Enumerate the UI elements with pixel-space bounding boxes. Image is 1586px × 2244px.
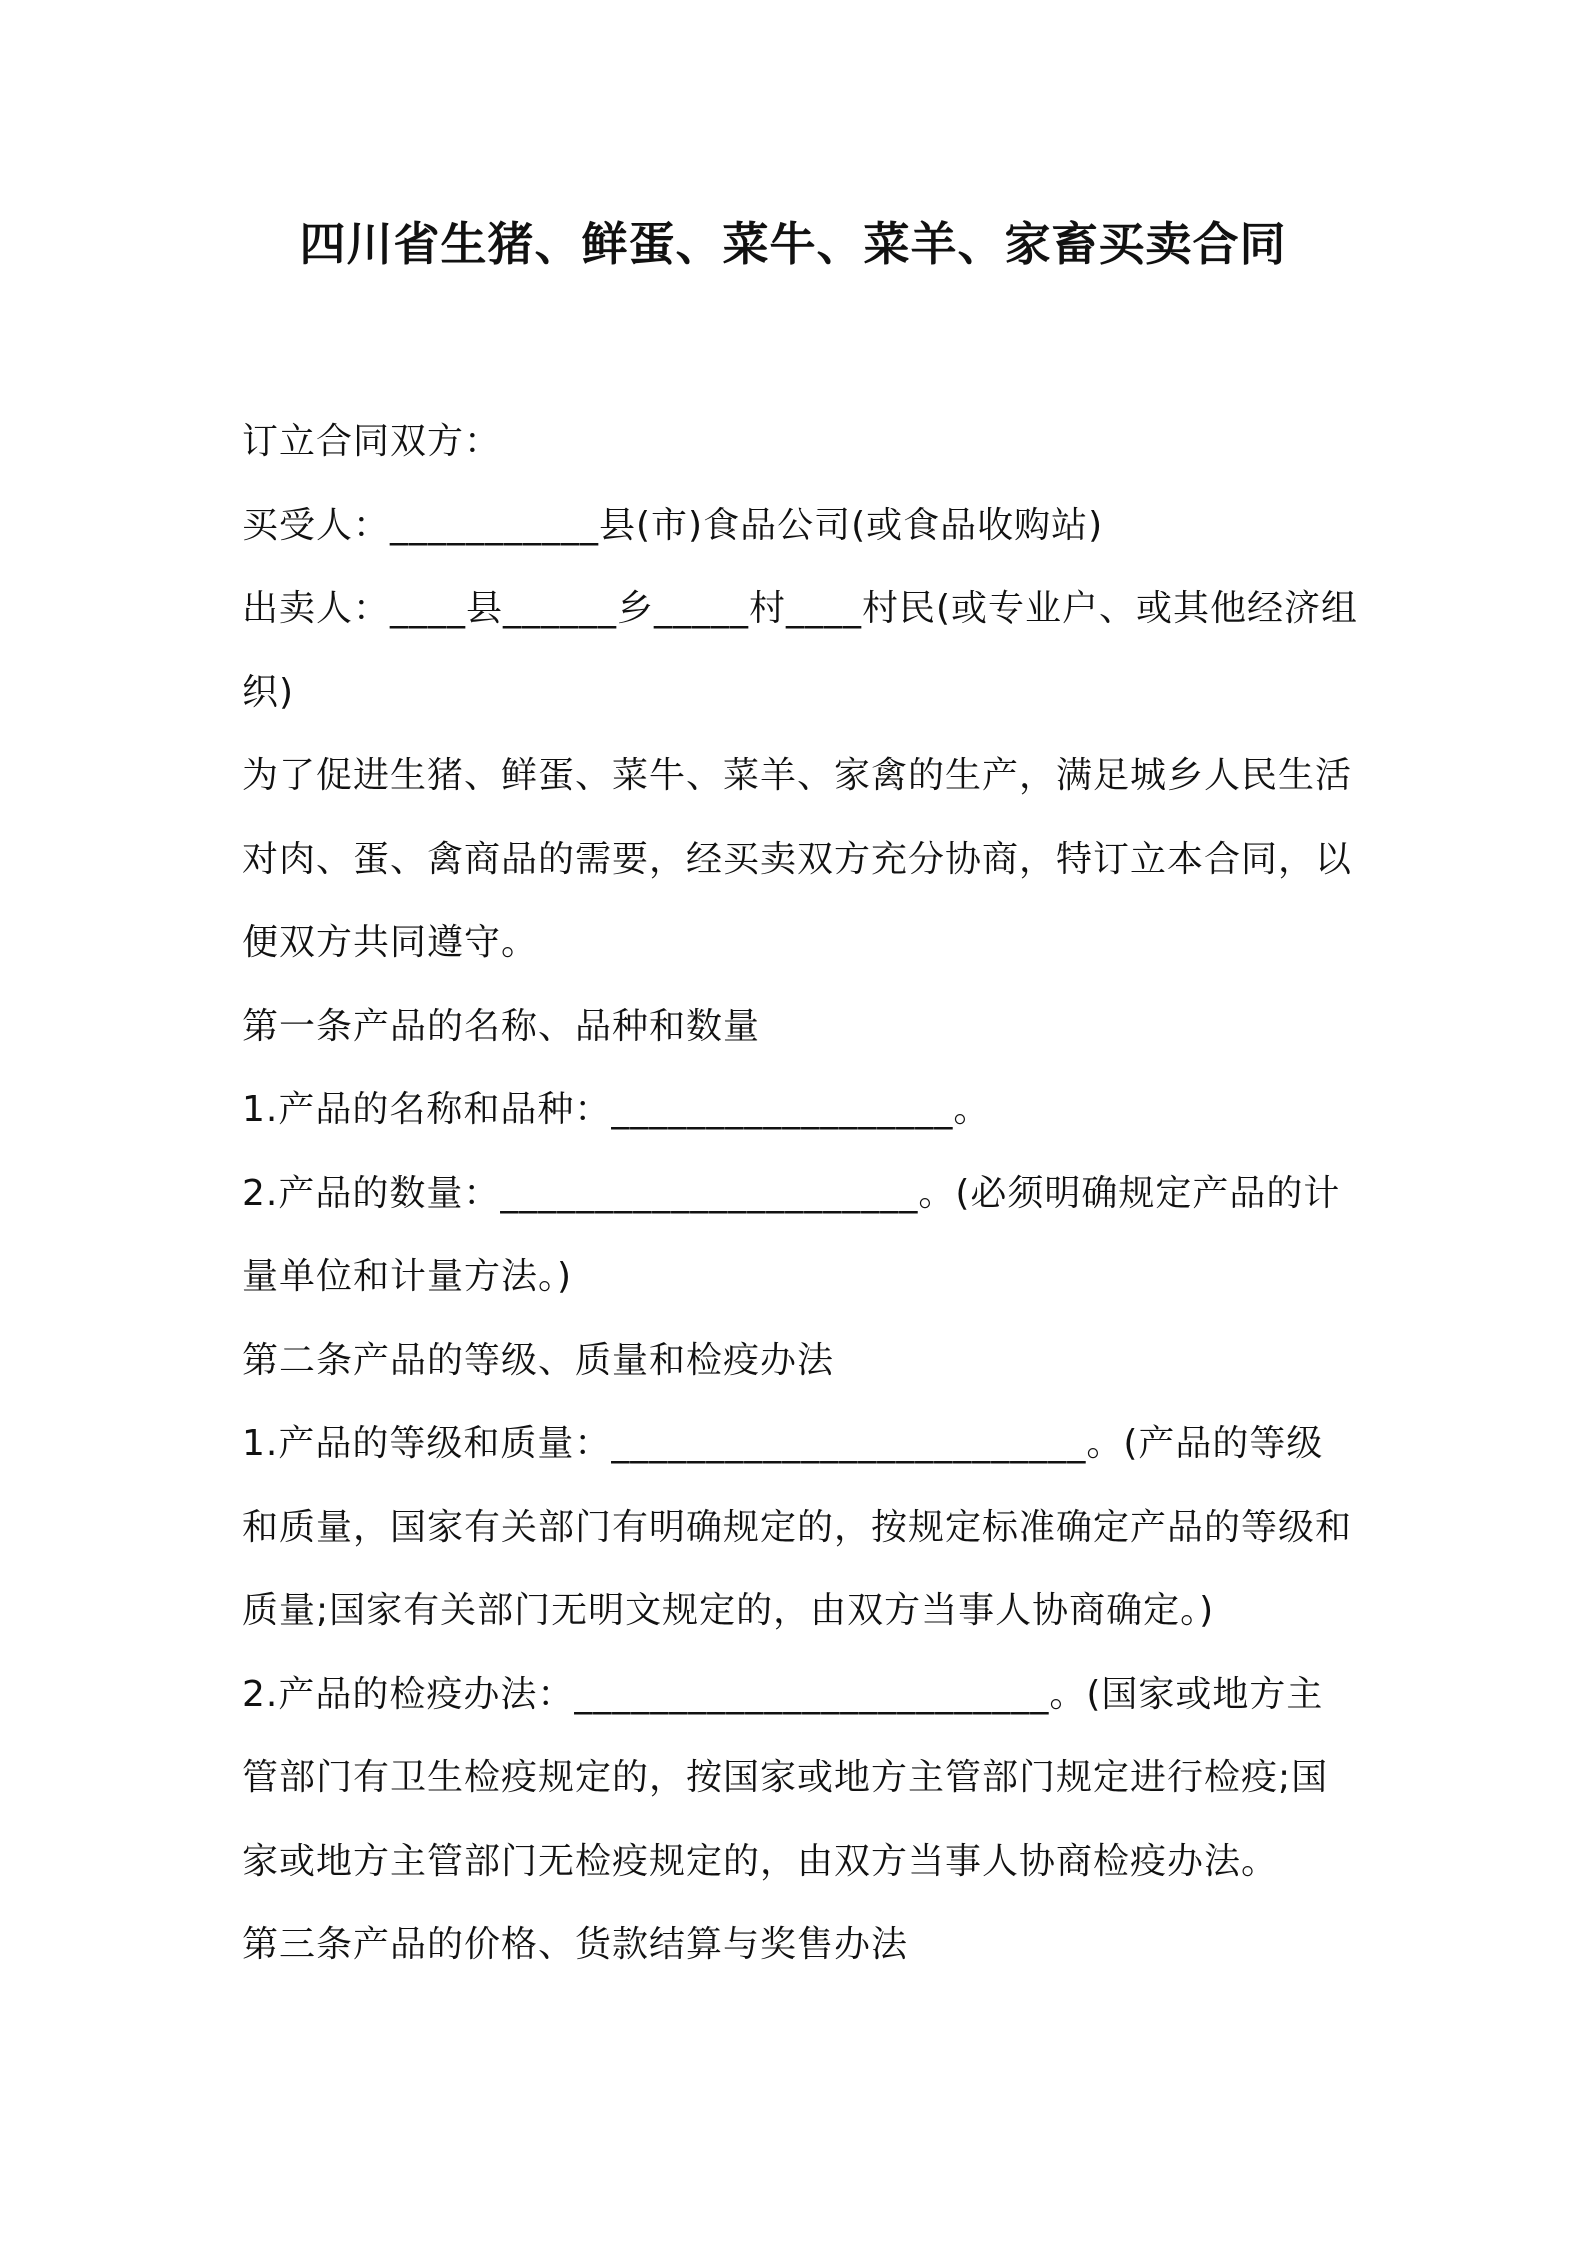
document-body xyxy=(242,400,1360,1987)
article-1-item-2: 2.产品的数量：______________________。(必须明确规定产品的计量单位和计量方法。) xyxy=(242,1172,1341,1297)
article-2-item-2: 2.产品的检疫办法：_________________________。(国家或地方主管部门有卫生检疫规定的，按国家或地方主管部门规定进行检疫;国家或地方主管部门无检疫规定的，由双方当事人协商检疫办法。 xyxy=(242,1673,1329,1882)
preamble-paragraph: 为了促进生猪、鲜蛋、菜牛、菜羊、家禽的生产，满足城乡人民生活对肉、蛋、禽商品的需要，经买卖双方充分协商，特订立本合同，以便双方共同遵守。 xyxy=(242,755,1353,963)
parties-heading: 订立合同双方： xyxy=(242,421,502,462)
article-3-heading: 第三条产品的价格、货款结算与奖售办法 xyxy=(242,1924,909,1965)
article-1-heading: 第一条产品的名称、品种和数量 xyxy=(242,1005,761,1047)
buyer-line: 买受人：___________县(市)食品公司(或食品收购站) xyxy=(242,504,1104,546)
article-2-heading: 第二条产品的等级、质量和检疫办法 xyxy=(242,1339,835,1381)
document-title: 四川省生猪、鲜蛋、菜牛、菜羊、家畜买卖合同 xyxy=(299,217,1287,271)
seller-line: 出卖人：____县______乡_____村____村民(或专业户、或其他经济组织) xyxy=(242,588,1359,713)
article-1-item-1: 1.产品的名称和品种：__________________。 xyxy=(242,1089,991,1130)
article-2-item-1: 1.产品的等级和质量：_________________________。(产品的等级和质量，国家有关部门有明确规定的，按规定标准确定产品的等级和质量;国家有关部门无明文规定的，由双方当事人协商确定。) xyxy=(242,1423,1353,1631)
